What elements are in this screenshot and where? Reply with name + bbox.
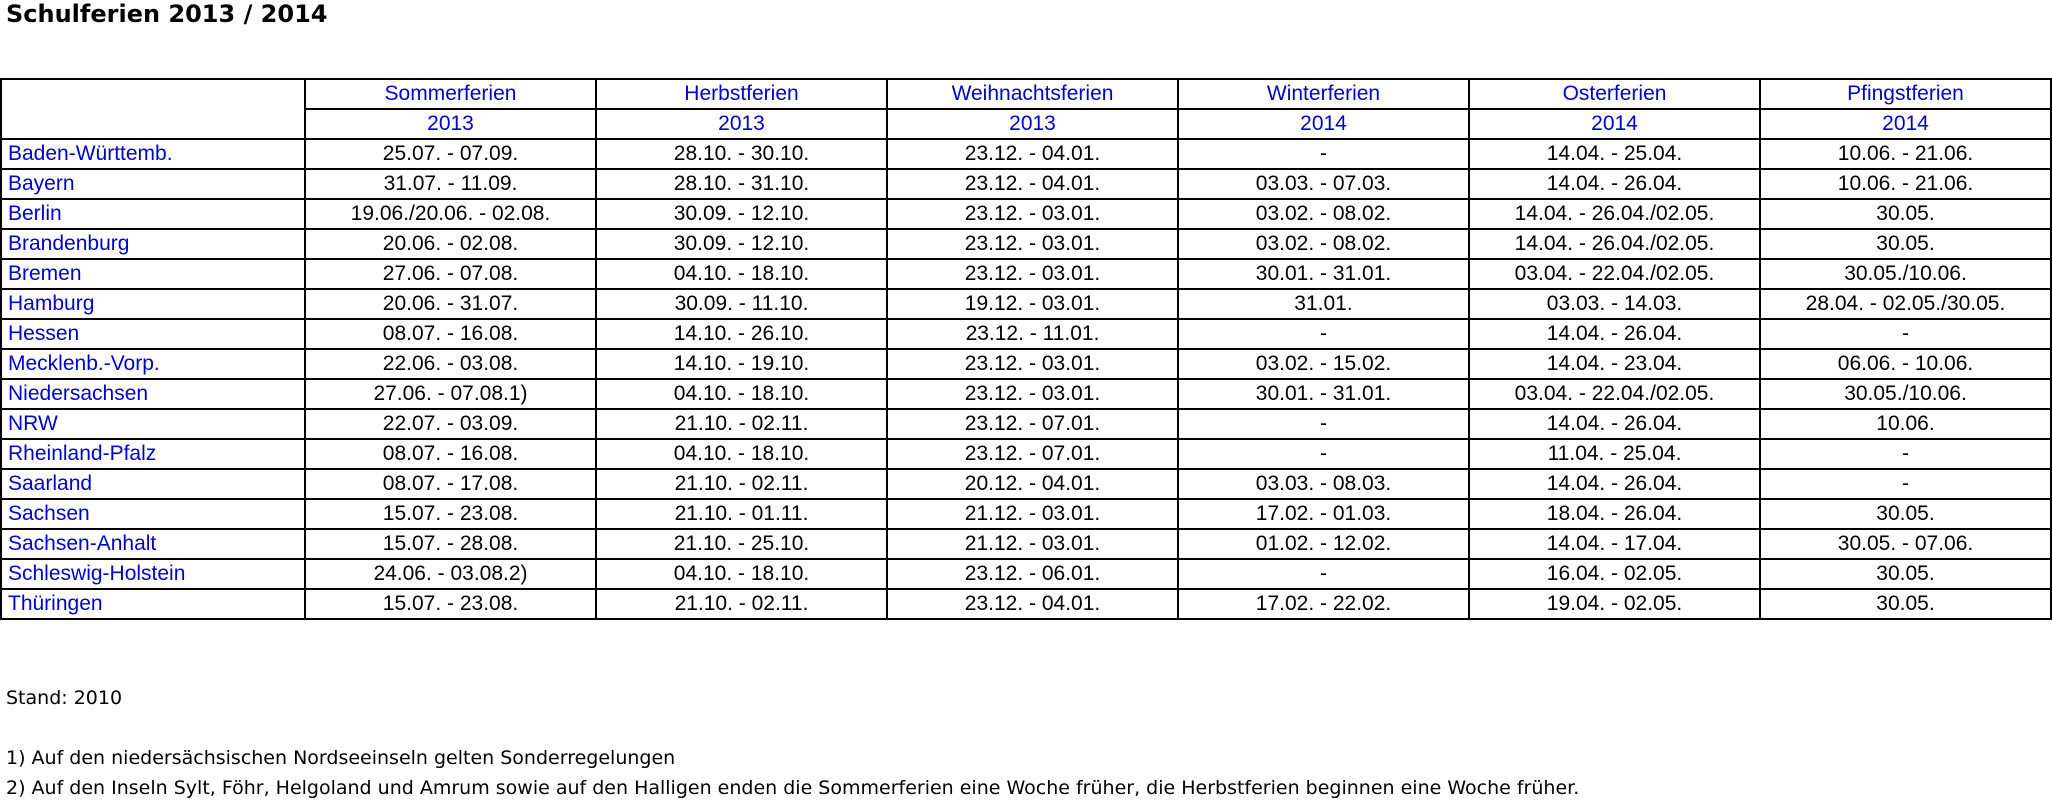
header-corner-cell xyxy=(1,79,305,139)
state-name-cell: Thüringen xyxy=(1,589,305,619)
date-range-cell: 03.02. - 15.02. xyxy=(1178,349,1469,379)
date-range-cell: 14.04. - 26.04./02.05. xyxy=(1469,229,1760,259)
state-name-cell: Schleswig-Holstein xyxy=(1,559,305,589)
table-row xyxy=(1,409,2051,439)
date-range-cell: - xyxy=(1760,319,2051,349)
date-range-cell: 23.12. - 11.01. xyxy=(887,319,1178,349)
header-row-names xyxy=(1,79,2051,109)
date-range-cell: 15.07. - 23.08. xyxy=(305,589,596,619)
date-range-cell: 30.01. - 31.01. xyxy=(1178,379,1469,409)
date-range-cell: 21.10. - 02.11. xyxy=(596,409,887,439)
page-title: Schulferien 2013 / 2014 xyxy=(6,0,328,28)
date-range-cell: 03.03. - 14.03. xyxy=(1469,289,1760,319)
state-name-cell: Saarland xyxy=(1,469,305,499)
date-range-cell: 01.02. - 12.02. xyxy=(1178,529,1469,559)
date-range-cell: 31.01. xyxy=(1178,289,1469,319)
date-range-cell: 18.04. - 26.04. xyxy=(1469,499,1760,529)
date-range-cell: 14.04. - 26.04. xyxy=(1469,319,1760,349)
date-range-cell: 14.10. - 19.10. xyxy=(596,349,887,379)
date-range-cell: 06.06. - 10.06. xyxy=(1760,349,2051,379)
date-range-cell: 22.06. - 03.08. xyxy=(305,349,596,379)
date-range-cell: - xyxy=(1178,319,1469,349)
state-name-cell: Baden-Württemb. xyxy=(1,139,305,169)
date-range-cell: 20.06. - 02.08. xyxy=(305,229,596,259)
date-range-cell: 04.10. - 18.10. xyxy=(596,439,887,469)
state-name-cell: Hamburg xyxy=(1,289,305,319)
date-range-cell: 25.07. - 07.09. xyxy=(305,139,596,169)
table-row xyxy=(1,139,2051,169)
column-header-year: 2014 xyxy=(1178,109,1469,139)
date-range-cell: 30.05. xyxy=(1760,229,2051,259)
table-row xyxy=(1,469,2051,499)
date-range-cell: 19.04. - 02.05. xyxy=(1469,589,1760,619)
date-range-cell: 23.12. - 04.01. xyxy=(887,589,1178,619)
date-range-cell: 23.12. - 04.01. xyxy=(887,169,1178,199)
date-range-cell: - xyxy=(1178,439,1469,469)
date-range-cell: 30.05. xyxy=(1760,499,2051,529)
column-header-year: 2014 xyxy=(1760,109,2051,139)
date-range-cell: 23.12. - 03.01. xyxy=(887,349,1178,379)
date-range-cell: 21.12. - 03.01. xyxy=(887,499,1178,529)
column-header-year: 2014 xyxy=(1469,109,1760,139)
date-range-cell: 03.02. - 08.02. xyxy=(1178,229,1469,259)
date-range-cell: - xyxy=(1178,139,1469,169)
date-range-cell: 10.06. - 21.06. xyxy=(1760,139,2051,169)
date-range-cell: 04.10. - 18.10. xyxy=(596,259,887,289)
date-range-cell: 11.04. - 25.04. xyxy=(1469,439,1760,469)
date-range-cell: 19.12. - 03.01. xyxy=(887,289,1178,319)
stand-note: Stand: 2010 xyxy=(6,687,123,709)
date-range-cell: 23.12. - 04.01. xyxy=(887,139,1178,169)
table-row xyxy=(1,349,2051,379)
date-range-cell: 23.12. - 03.01. xyxy=(887,259,1178,289)
column-header-year: 2013 xyxy=(596,109,887,139)
column-header-year: 2013 xyxy=(305,109,596,139)
date-range-cell: 28.04. - 02.05./30.05. xyxy=(1760,289,2051,319)
date-range-cell: 17.02. - 01.03. xyxy=(1178,499,1469,529)
table-row xyxy=(1,589,2051,619)
date-range-cell: 30.01. - 31.01. xyxy=(1178,259,1469,289)
date-range-cell: 23.12. - 03.01. xyxy=(887,379,1178,409)
date-range-cell: 10.06. xyxy=(1760,409,2051,439)
date-range-cell: 27.06. - 07.08.1) xyxy=(305,379,596,409)
date-range-cell: 14.04. - 17.04. xyxy=(1469,529,1760,559)
date-range-cell: 23.12. - 03.01. xyxy=(887,229,1178,259)
table-body xyxy=(1,79,2051,619)
date-range-cell: 28.10. - 31.10. xyxy=(596,169,887,199)
column-header-name: Winterferien xyxy=(1178,79,1469,109)
holiday-table xyxy=(0,78,2052,620)
date-range-cell: 20.06. - 31.07. xyxy=(305,289,596,319)
date-range-cell: - xyxy=(1178,409,1469,439)
date-range-cell: 22.07. - 03.09. xyxy=(305,409,596,439)
state-name-cell: Mecklenb.-Vorp. xyxy=(1,349,305,379)
state-name-cell: Sachsen xyxy=(1,499,305,529)
column-header-year: 2013 xyxy=(887,109,1178,139)
date-range-cell: 23.12. - 03.01. xyxy=(887,199,1178,229)
date-range-cell: 30.05./10.06. xyxy=(1760,259,2051,289)
date-range-cell: - xyxy=(1760,469,2051,499)
date-range-cell: 17.02. - 22.02. xyxy=(1178,589,1469,619)
header-row-years xyxy=(1,109,2051,139)
table-row xyxy=(1,229,2051,259)
footnote-2: 2) Auf den Inseln Sylt, Föhr, Helgoland und Amrum sowie auf den Halligen enden die Sommerferien eine Woche früher, die Herbstferien beginnen eine Woche früher. xyxy=(6,777,1580,799)
date-range-cell: 14.04. - 23.04. xyxy=(1469,349,1760,379)
state-name-cell: Brandenburg xyxy=(1,229,305,259)
date-range-cell: 30.09. - 12.10. xyxy=(596,199,887,229)
table-row xyxy=(1,289,2051,319)
date-range-cell: 21.10. - 01.11. xyxy=(596,499,887,529)
table-row xyxy=(1,529,2051,559)
date-range-cell: 08.07. - 16.08. xyxy=(305,319,596,349)
table-row xyxy=(1,379,2051,409)
date-range-cell: 14.04. - 26.04./02.05. xyxy=(1469,199,1760,229)
date-range-cell: 27.06. - 07.08. xyxy=(305,259,596,289)
date-range-cell: 30.05. xyxy=(1760,199,2051,229)
date-range-cell: 04.10. - 18.10. xyxy=(596,379,887,409)
table-row xyxy=(1,259,2051,289)
date-range-cell: - xyxy=(1178,559,1469,589)
date-range-cell: 14.04. - 26.04. xyxy=(1469,409,1760,439)
date-range-cell: 21.10. - 02.11. xyxy=(596,469,887,499)
column-header-name: Weihnachtsferien xyxy=(887,79,1178,109)
date-range-cell: 03.03. - 08.03. xyxy=(1178,469,1469,499)
table-row xyxy=(1,199,2051,229)
date-range-cell: 30.05. - 07.06. xyxy=(1760,529,2051,559)
state-name-cell: Berlin xyxy=(1,199,305,229)
date-range-cell: 30.05. xyxy=(1760,589,2051,619)
state-name-cell: Bayern xyxy=(1,169,305,199)
table-row xyxy=(1,559,2051,589)
date-range-cell: 30.09. - 11.10. xyxy=(596,289,887,319)
table-row xyxy=(1,499,2051,529)
table-row xyxy=(1,319,2051,349)
date-range-cell: 03.03. - 07.03. xyxy=(1178,169,1469,199)
date-range-cell: 14.04. - 25.04. xyxy=(1469,139,1760,169)
date-range-cell: 16.04. - 02.05. xyxy=(1469,559,1760,589)
date-range-cell: 10.06. - 21.06. xyxy=(1760,169,2051,199)
date-range-cell: 03.04. - 22.04./02.05. xyxy=(1469,379,1760,409)
date-range-cell: 04.10. - 18.10. xyxy=(596,559,887,589)
date-range-cell: 23.12. - 07.01. xyxy=(887,409,1178,439)
date-range-cell: 28.10. - 30.10. xyxy=(596,139,887,169)
date-range-cell: 23.12. - 06.01. xyxy=(887,559,1178,589)
state-name-cell: Rheinland-Pfalz xyxy=(1,439,305,469)
state-name-cell: Sachsen-Anhalt xyxy=(1,529,305,559)
column-header-name: Herbstferien xyxy=(596,79,887,109)
date-range-cell: 30.05./10.06. xyxy=(1760,379,2051,409)
date-range-cell: 08.07. - 17.08. xyxy=(305,469,596,499)
footnote-1: 1) Auf den niedersächsischen Nordseeinseln gelten Sonderregelungen xyxy=(6,747,676,769)
date-range-cell: 23.12. - 07.01. xyxy=(887,439,1178,469)
table-row xyxy=(1,439,2051,469)
state-name-cell: Niedersachsen xyxy=(1,379,305,409)
date-range-cell: 31.07. - 11.09. xyxy=(305,169,596,199)
date-range-cell: 08.07. - 16.08. xyxy=(305,439,596,469)
date-range-cell: 14.10. - 26.10. xyxy=(596,319,887,349)
date-range-cell: 30.05. xyxy=(1760,559,2051,589)
date-range-cell: 14.04. - 26.04. xyxy=(1469,169,1760,199)
state-name-cell: Hessen xyxy=(1,319,305,349)
column-header-name: Sommerferien xyxy=(305,79,596,109)
date-range-cell: 21.10. - 02.11. xyxy=(596,589,887,619)
state-name-cell: NRW xyxy=(1,409,305,439)
date-range-cell: 15.07. - 28.08. xyxy=(305,529,596,559)
date-range-cell: - xyxy=(1760,439,2051,469)
date-range-cell: 21.10. - 25.10. xyxy=(596,529,887,559)
column-header-name: Osterferien xyxy=(1469,79,1760,109)
date-range-cell: 24.06. - 03.08.2) xyxy=(305,559,596,589)
date-range-cell: 20.12. - 04.01. xyxy=(887,469,1178,499)
column-header-name: Pfingstferien xyxy=(1760,79,2051,109)
date-range-cell: 03.02. - 08.02. xyxy=(1178,199,1469,229)
date-range-cell: 19.06./20.06. - 02.08. xyxy=(305,199,596,229)
date-range-cell: 03.04. - 22.04./02.05. xyxy=(1469,259,1760,289)
table-row xyxy=(1,169,2051,199)
date-range-cell: 14.04. - 26.04. xyxy=(1469,469,1760,499)
date-range-cell: 21.12. - 03.01. xyxy=(887,529,1178,559)
date-range-cell: 30.09. - 12.10. xyxy=(596,229,887,259)
date-range-cell: 15.07. - 23.08. xyxy=(305,499,596,529)
state-name-cell: Bremen xyxy=(1,259,305,289)
